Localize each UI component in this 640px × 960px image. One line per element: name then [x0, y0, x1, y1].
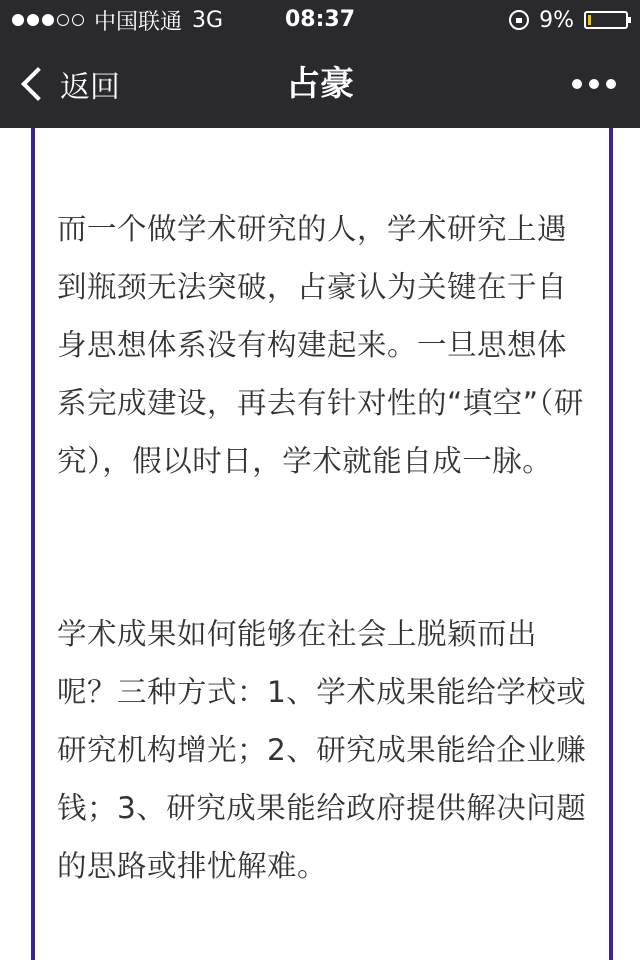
more-button[interactable]	[572, 40, 616, 128]
article-paragraph: 而一个做学术研究的人，学术研究上遇到瓶颈无法突破，占豪认为关键在于自身思想体系没有构建起来。一旦思想体系完成建设，再去有针对性的“填空”（研究），假以时日，学术就能自成一脉。	[57, 212, 584, 478]
more-dots-icon	[606, 79, 616, 89]
article-paragraph: 学术成果如何能够在社会上脱颖而出呢？三种方式：1、学术成果能给学校或研究机构增光；2、研究成果能给企业赚钱；3、研究成果能给政府提供解决问题的思路或排忧解难。	[57, 617, 587, 883]
more-dots-icon	[589, 79, 599, 89]
battery-icon	[584, 11, 628, 29]
status-bar	[0, 0, 640, 40]
status-time: 08:37	[284, 7, 356, 32]
page-title: 占豪	[286, 64, 354, 104]
nav-bar	[0, 40, 640, 128]
battery-fill	[588, 15, 591, 25]
article-content[interactable]	[31, 128, 613, 960]
network-type: 3G	[192, 7, 224, 33]
back-chevron-icon	[21, 67, 55, 101]
back-button[interactable]	[18, 40, 120, 128]
orientation-lock-icon	[509, 10, 529, 30]
more-dots-icon	[572, 79, 582, 89]
status-right	[509, 0, 628, 40]
battery-percent: 9%	[539, 7, 574, 33]
carrier-name: 中国联通	[94, 9, 183, 35]
back-label: 返回	[60, 70, 120, 105]
